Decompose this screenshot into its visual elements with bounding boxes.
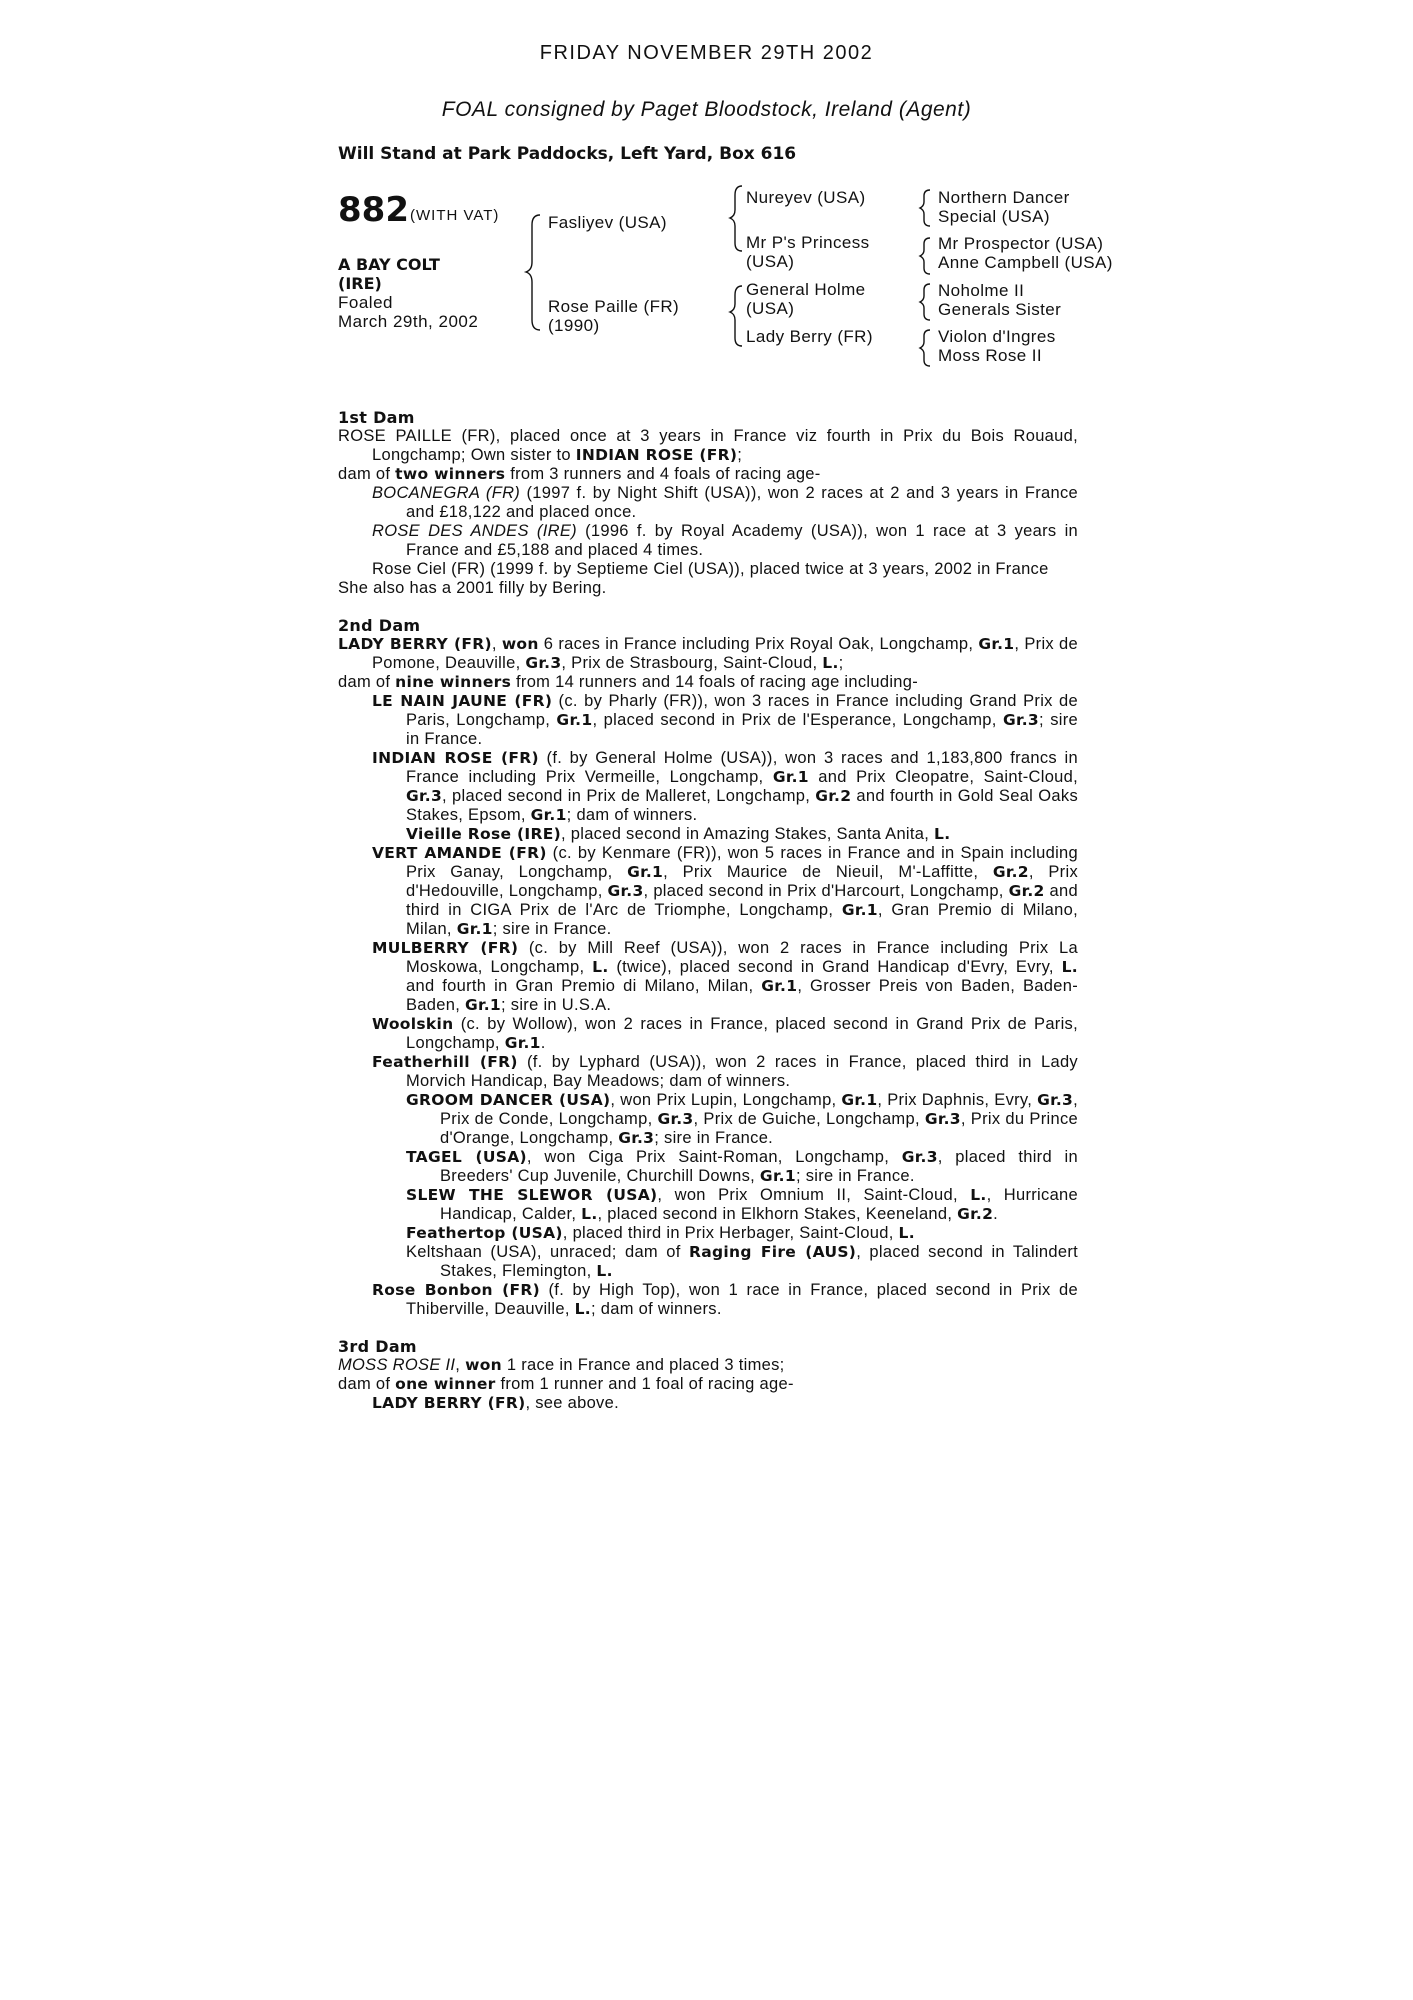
text-run: ; <box>737 446 743 464</box>
text-run: , Prix Daphnis, Evry, <box>877 1091 1038 1109</box>
bold-text-run: L. <box>1061 958 1078 976</box>
sire-brace <box>730 186 742 251</box>
text-run: (f. by High Top), won 1 race in France, placed second in Prix de Thiberville, Deauville, <box>406 1281 1078 1318</box>
pedigree-dam <box>548 297 679 335</box>
first-dam-closing: She also has a 2001 filly by Bering. <box>338 579 607 597</box>
bold-text-run: LADY BERRY (FR) <box>372 1394 526 1412</box>
bold-text-run: Gr.2 <box>992 863 1029 881</box>
first-dam-summary <box>338 427 1078 465</box>
text-run: ; dam of winners. <box>590 1300 722 1318</box>
pedigree-dam-dam: Lady Berry (FR) <box>746 327 873 346</box>
bold-text-run: Gr.1 <box>841 1091 878 1109</box>
bold-text-run: L. <box>581 1205 598 1223</box>
text-run: 1 race in France and placed 3 times; <box>501 1356 785 1374</box>
text-run: , placed second in Elkhorn Stakes, Keeneland, <box>597 1205 958 1223</box>
bold-text-run: Gr.1 <box>464 996 502 1014</box>
text-run: , placed second in Prix de l'Esperance, Longchamp, <box>592 711 1003 729</box>
pedigree-dam-sire-line2: (USA) <box>746 299 795 318</box>
bold-text-run: Gr.3 <box>607 882 644 900</box>
second-dam-produce <box>338 673 1078 692</box>
pedigree-dsd: Generals Sister <box>938 300 1062 319</box>
text-run: (c. by Wollow), won 2 races in France, placed second in Grand Prix de Paris, Longchamp, <box>406 1015 1078 1052</box>
text-run: , Prix Maurice de Nieuil, M'-Laffitte, <box>663 863 993 881</box>
bold-text-run: L. <box>970 1186 987 1204</box>
text-run: from 14 runners and 14 foals of racing age including- <box>511 673 919 691</box>
bold-text-run: Gr.3 <box>618 1129 655 1147</box>
text-run: , placed second in Talindert Stakes, Flemington, <box>440 1243 1079 1280</box>
text-run: (f. by General Holme (USA)), won 3 races and 1,183,800 francs in France including Prix Vermeille, Longchamp, <box>406 749 1078 786</box>
third-dam-offspring <box>338 1394 1078 1413</box>
text-run: , placed third in Prix Herbager, Saint-Cloud, <box>562 1224 899 1242</box>
text-run: . <box>540 1034 546 1052</box>
pedigree-dam-line2: (1990) <box>548 316 600 335</box>
sale-date: FRIDAY NOVEMBER 29TH 2002 <box>539 42 874 64</box>
second-dam-summary <box>338 635 1078 673</box>
pedigree-sire-sire: Nureyev (USA) <box>746 188 866 207</box>
third-dam-summary <box>338 1356 1078 1375</box>
bold-text-run: L. <box>898 1224 915 1242</box>
bold-text-run: Rose Bonbon (FR) <box>372 1281 541 1299</box>
offspring-featherhill <box>338 1053 1078 1091</box>
text-run: , won Prix Omnium II, Saint-Cloud, <box>657 1186 971 1204</box>
bold-text-run: Gr.1 <box>978 635 1015 653</box>
bold-text-run: Feathertop (USA) <box>406 1224 563 1242</box>
offspring-mulberry <box>338 939 1078 1015</box>
pedigree-dam-sire <box>746 280 866 318</box>
italic-text-run: BOCANEGRA (FR) <box>372 484 521 502</box>
italic-text-run: MOSS ROSE II <box>338 1356 456 1374</box>
text-run: (1997 f. by Night Shift (USA)), won 2 races at 2 and 3 years in France and £18,122 and placed once. <box>406 484 1079 521</box>
first-dam-heading: 1st Dam <box>338 408 415 427</box>
bold-text-run: VERT AMANDE (FR) <box>372 844 547 862</box>
text-run: (c. by Pharly (FR)), won 3 races in France including Grand Prix de Paris, Longchamp, <box>406 692 1078 729</box>
text-run: , won Ciga Prix Saint-Roman, Longchamp, <box>526 1148 902 1166</box>
bold-text-run: Gr.1 <box>556 711 593 729</box>
pedigree-ddd: Moss Rose II <box>938 346 1042 365</box>
text-run: , Prix de Conde, Longchamp, <box>440 1091 1078 1128</box>
offspring-indian-rose <box>338 749 1078 825</box>
bold-text-run: Gr.2 <box>815 787 852 805</box>
vat-note: (WITH VAT) <box>410 207 500 224</box>
bold-text-run: Featherhill (FR) <box>372 1053 518 1071</box>
lot-number: 882 <box>338 190 409 230</box>
bold-text-run: Woolskin <box>372 1015 454 1033</box>
bold-text-run: Gr.1 <box>530 806 567 824</box>
text-run: 6 races in France including Prix Royal Oak, Longchamp, <box>538 635 979 653</box>
bold-text-run: Gr.1 <box>627 863 664 881</box>
text-run: and Prix Cleopatre, Saint-Cloud, <box>808 768 1079 786</box>
bold-text-run: nine winners <box>395 673 512 691</box>
pedigree-sire-dam-line1: Mr P's Princess <box>746 233 870 252</box>
bold-text-run: L. <box>596 1262 613 1280</box>
text-run: , Prix d'Hedouville, Longchamp, <box>406 863 1078 900</box>
pedigree-sds: Mr Prospector (USA) <box>938 234 1104 253</box>
pedigree-sss: Northern Dancer <box>938 188 1070 207</box>
pedigree-sdd: Anne Campbell (USA) <box>938 253 1113 272</box>
bold-text-run: Gr.1 <box>504 1034 541 1052</box>
gen3-brace-3 <box>920 284 930 320</box>
dam-brace <box>730 286 742 346</box>
bold-text-run: L. <box>574 1300 591 1318</box>
bold-text-run: won <box>465 1356 502 1374</box>
produce-record <box>338 408 1078 1413</box>
text-run: ; dam of winners. <box>566 806 698 824</box>
bold-text-run: Raging Fire (AUS) <box>688 1243 857 1261</box>
pedigree-dds: Violon d'Ingres <box>938 327 1056 346</box>
gen3-brace-2 <box>920 238 930 274</box>
text-run: ROSE PAILLE (FR), placed once at 3 years in France viz fourth in Prix du Bois Rouaud, Longchamp; Own sister to <box>338 427 1078 464</box>
text-run: dam of <box>338 1375 396 1393</box>
text-run: and fourth in Gold Seal Oaks Stakes, Epsom, <box>406 787 1078 824</box>
text-run: (c. by Kenmare (FR)), won 5 races in France and in Spain including Prix Ganay, Longchamp, <box>406 844 1078 881</box>
text-run: from 3 runners and 4 foals of racing age- <box>505 465 821 483</box>
text-run: ; sire in France. <box>654 1129 774 1147</box>
offspring-slew-the-slewor <box>338 1186 1078 1224</box>
text-run: , Prix de Strasbourg, Saint-Cloud, <box>561 654 823 672</box>
bold-text-run: Gr.1 <box>759 1167 796 1185</box>
text-run: , Prix du Prince d'Orange, Longchamp, <box>440 1110 1078 1147</box>
text-run: . <box>993 1205 999 1223</box>
text-run: , placed second in Prix d'Harcourt, Longchamp, <box>643 882 1009 900</box>
bold-text-run: LADY BERRY (FR) <box>338 635 492 653</box>
text-run: dam of <box>338 673 396 691</box>
text-run: (f. by Lyphard (USA)), won 2 races in France, placed third in Lady Morvich Handicap, Bay Meadows; dam of winners. <box>406 1053 1078 1090</box>
offspring-tagel <box>338 1148 1078 1186</box>
italic-text-run: ROSE DES ANDES (IRE) <box>372 522 577 540</box>
text-run: , placed second in Amazing Stakes, Santa Anita, <box>560 825 935 843</box>
offspring-vert-amande <box>338 844 1078 939</box>
first-dam-offspring-1 <box>338 484 1078 522</box>
text-run: dam of <box>338 465 396 483</box>
bold-text-run: Gr.1 <box>761 977 798 995</box>
second-dam-heading: 2nd Dam <box>338 616 421 635</box>
text-run: ; sire in U.S.A. <box>501 996 612 1014</box>
offspring-keltshaan <box>338 1243 1078 1281</box>
bold-text-run: Gr.2 <box>957 1205 994 1223</box>
text-run: ; <box>838 654 844 672</box>
bold-text-run: Gr.1 <box>456 920 493 938</box>
text-run: , <box>455 1356 466 1374</box>
foaled-info <box>338 293 478 331</box>
bold-text-run: Gr.2 <box>1008 882 1045 900</box>
text-run: , Grosser Preis von Baden, Baden-Baden, <box>406 977 1078 1014</box>
text-run: , Gran Premio di Milano, Milan, <box>406 901 1078 938</box>
text-run: (twice), placed second in Grand Handicap d'Evry, Evry, <box>608 958 1062 976</box>
bold-text-run: Vieille Rose (IRE) <box>406 825 561 843</box>
text-run: and third in CIGA Prix de l'Arc de Triomphe, Longchamp, <box>406 882 1078 919</box>
pedigree-sire-dam <box>746 233 870 271</box>
bold-text-run: Gr.3 <box>1037 1091 1074 1109</box>
text-run: and fourth in Gran Premio di Milano, Milan, <box>406 977 762 995</box>
pedigree-dam-sire-line1: General Holme <box>746 280 866 299</box>
bold-text-run: L. <box>822 654 839 672</box>
main-brace <box>526 215 540 330</box>
pedigree-ssd: Special (USA) <box>938 207 1050 226</box>
offspring-rose-bonbon <box>338 1281 1078 1319</box>
stand-location: Will Stand at Park Paddocks, Left Yard, Box 616 <box>338 144 797 164</box>
bold-text-run: two winners <box>395 465 506 483</box>
text-run: , <box>491 635 502 653</box>
bold-text-run: INDIAN ROSE (FR) <box>575 446 738 464</box>
text-run: , won Prix Lupin, Longchamp, <box>610 1091 842 1109</box>
text-run: , Prix de Pomone, Deauville, <box>372 635 1078 672</box>
bold-text-run: GROOM DANCER (USA) <box>406 1091 611 1109</box>
bold-text-run: MULBERRY (FR) <box>372 939 519 957</box>
third-dam-heading: 3rd Dam <box>338 1337 417 1356</box>
gen3-brace-4 <box>920 330 930 366</box>
bold-text-run: INDIAN ROSE (FR) <box>372 749 539 767</box>
offspring-woolskin <box>338 1015 1078 1053</box>
bold-text-run: TAGEL (USA) <box>406 1148 527 1166</box>
bold-text-run: Gr.3 <box>525 654 562 672</box>
bold-text-run: SLEW THE SLEWOR (USA) <box>406 1186 658 1204</box>
bold-text-run: LE NAIN JAUNE (FR) <box>372 692 553 710</box>
third-dam-produce <box>338 1375 1078 1394</box>
lot-description <box>338 255 440 293</box>
text-run: (c. by Mill Reef (USA)), won 2 races in France including Prix La Moskowa, Longchamp, <box>406 939 1078 976</box>
bold-text-run: Gr.3 <box>406 787 443 805</box>
first-dam-produce <box>338 465 1078 484</box>
gen3-brace-1 <box>920 190 930 226</box>
text-run: (1996 f. by Royal Academy (USA)), won 1 race at 3 years in France and £5,188 and placed 4 times. <box>406 522 1079 559</box>
lot-description-line2: (IRE) <box>338 274 382 293</box>
text-run: , placed second in Prix de Malleret, Longchamp, <box>442 787 816 805</box>
text-run: , Hurricane Handicap, Calder, <box>440 1186 1078 1223</box>
text-run: ; sire in France. <box>492 920 612 938</box>
text-run: Keltshaan (USA), unraced; dam of <box>406 1243 689 1261</box>
pedigree-sire-dam-line2: (USA) <box>746 252 795 271</box>
offspring-vieille-rose <box>338 825 1078 844</box>
bold-text-run: Gr.1 <box>772 768 809 786</box>
pedigree-dam-line1: Rose Paille (FR) <box>548 297 680 316</box>
pedigree-sire: Fasliyev (USA) <box>548 213 667 232</box>
pedigree-dss: Noholme II <box>938 281 1025 300</box>
bold-text-run: Gr.3 <box>657 1110 694 1128</box>
offspring-groom-dancer <box>338 1091 1078 1148</box>
bold-text-run: won <box>501 635 539 653</box>
offspring-feathertop <box>338 1224 1078 1243</box>
foaled-date: March 29th, 2002 <box>338 312 479 331</box>
bold-text-run: one winner <box>395 1375 496 1393</box>
text-run: from 1 runner and 1 foal of racing age- <box>495 1375 794 1393</box>
first-dam-offspring-2 <box>338 522 1078 560</box>
bold-text-run: Gr.1 <box>841 901 878 919</box>
text-run: ; sire in France. <box>795 1167 915 1185</box>
bold-text-run: Gr.3 <box>1002 711 1040 729</box>
consignment-line: FOAL consigned by Paget Bloodstock, Ireland (Agent) <box>441 98 972 121</box>
text-run: ; sire in France. <box>406 711 1078 748</box>
first-dam-offspring-3: Rose Ciel (FR) (1999 f. by Septieme Ciel (USA)), placed twice at 3 years, 2002 in France <box>372 560 1049 578</box>
bold-text-run: L. <box>934 825 951 843</box>
bold-text-run: Gr.3 <box>901 1148 938 1166</box>
foaled-label: Foaled <box>338 293 393 312</box>
text-run: , placed third in Breeders' Cup Juvenile, Churchill Downs, <box>440 1148 1078 1185</box>
bold-text-run: Gr.3 <box>924 1110 961 1128</box>
offspring-le-nain-jaune <box>338 692 1078 749</box>
text-run: , Prix de Guiche, Longchamp, <box>693 1110 925 1128</box>
text-run: , see above. <box>525 1394 619 1412</box>
lot-description-line1: A BAY COLT <box>338 255 440 274</box>
bold-text-run: L. <box>592 958 609 976</box>
